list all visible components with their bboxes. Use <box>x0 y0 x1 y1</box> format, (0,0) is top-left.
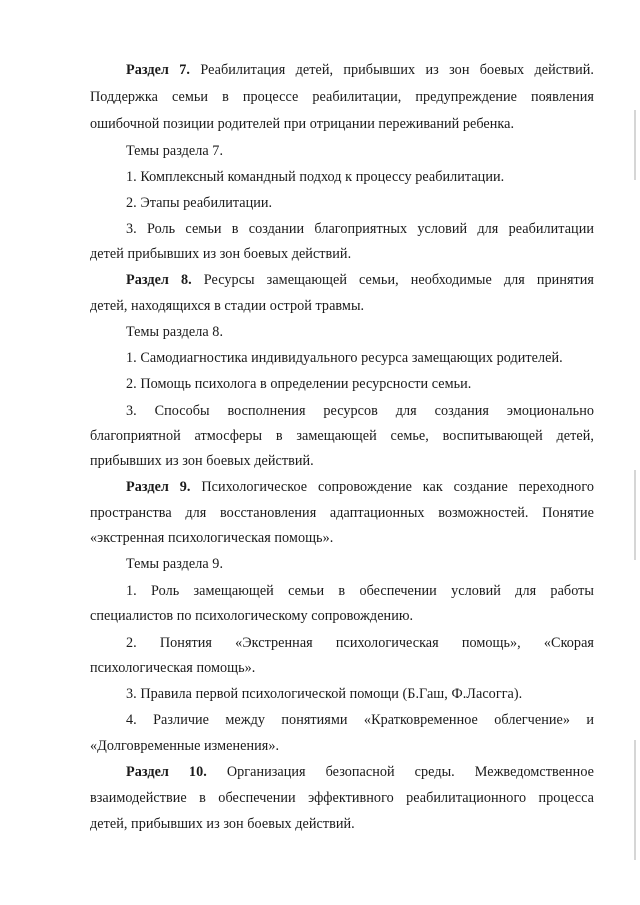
section-7-topic-1: 1. Комплексный командный подход к процессу реабилитации. <box>126 169 505 185</box>
section-9-topic-1-line-2: специалистов по психологическому сопровождению. <box>90 608 414 624</box>
section-7-topic-3-line-2: детей прибывших из зон боевых действий. <box>90 246 352 262</box>
section-7-title-part-1: Реабилитация детей, прибывших из зон боевых действий. <box>200 62 594 78</box>
section-9-heading-line-3: «экстренная психологическая помощь». <box>90 530 334 546</box>
section-7-label: Раздел 7. <box>126 62 191 78</box>
scan-edge-mark <box>634 470 636 560</box>
scan-edge-mark <box>634 110 636 180</box>
section-8-label: Раздел 8. <box>126 272 192 288</box>
section-7-heading-line-1 <box>126 60 594 80</box>
section-7-topic-2: 2. Этапы реабилитации. <box>126 195 273 211</box>
section-7-topics-header: Темы раздела 7. <box>126 143 224 159</box>
section-8-topics-header: Темы раздела 8. <box>126 324 224 340</box>
section-9-topic-1-line-1: 1. Роль замещающей семьи в обеспечении условий для работы <box>126 583 594 599</box>
section-7-heading-line-3: ошибочной позиции родителей при отрицании переживаний ребенка. <box>90 116 515 132</box>
section-8-heading-line-1 <box>126 270 594 290</box>
section-8-topic-1: 1. Самодиагностика индивидуального ресурса замещающих родителей. <box>126 350 563 366</box>
section-9-title-part-1: Психологическое сопровождение как создание переходного <box>201 479 594 495</box>
section-9-heading-line-2: пространства для восстановления адаптационных возможностей. Понятие <box>90 505 594 521</box>
section-8-topic-3-line-2: благоприятной атмосферы в замещающей семье, воспитывающей детей, <box>90 428 594 444</box>
section-8-topic-3-line-3: прибывших из зон боевых действий. <box>90 453 314 469</box>
section-9-topic-2-line-1: 2. Понятия «Экстренная психологическая помощь», «Скорая <box>126 635 594 651</box>
section-9-topics-header: Темы раздела 9. <box>126 556 224 572</box>
section-9-topic-4-line-2: «Долговременные изменения». <box>90 738 280 754</box>
section-7-topic-3-line-1: 3. Роль семьи в создании благоприятных условий для реабилитации <box>126 221 594 237</box>
section-8-heading-line-2: детей, находящихся в стадии острой травмы. <box>90 298 365 314</box>
section-10-heading-line-1 <box>126 762 594 782</box>
section-10-label: Раздел 10. <box>126 764 207 780</box>
scan-edge-mark <box>634 740 636 860</box>
section-8-topic-2: 2. Помощь психолога в определении ресурсности семьи. <box>126 376 472 392</box>
section-9-topic-3: 3. Правила первой психологической помощи (Б.Гаш, Ф.Ласогга). <box>126 686 523 702</box>
section-10-title-part-1: Организация безопасной среды. Межведомственное <box>226 764 594 780</box>
section-10-heading-line-3: детей, прибывших из зон боевых действий. <box>90 816 355 832</box>
section-8-topic-3-line-1: 3. Способы восполнения ресурсов для создания эмоционально <box>126 403 594 419</box>
section-8-title-part-1: Ресурсы замещающей семьи, необходимые для принятия <box>203 272 594 288</box>
section-9-topic-4-line-1: 4. Различие между понятиями «Кратковременное облегчение» и <box>126 712 594 728</box>
section-9-topic-2-line-2: психологическая помощь». <box>90 660 256 676</box>
section-10-heading-line-2: взаимодействие в обеспечении эффективного реабилитационного процесса <box>90 790 594 806</box>
section-9-label: Раздел 9. <box>126 479 191 495</box>
section-9-heading-line-1 <box>126 477 594 497</box>
section-7-heading-line-2: Поддержка семьи в процессе реабилитации, предупреждение появления <box>90 89 594 105</box>
